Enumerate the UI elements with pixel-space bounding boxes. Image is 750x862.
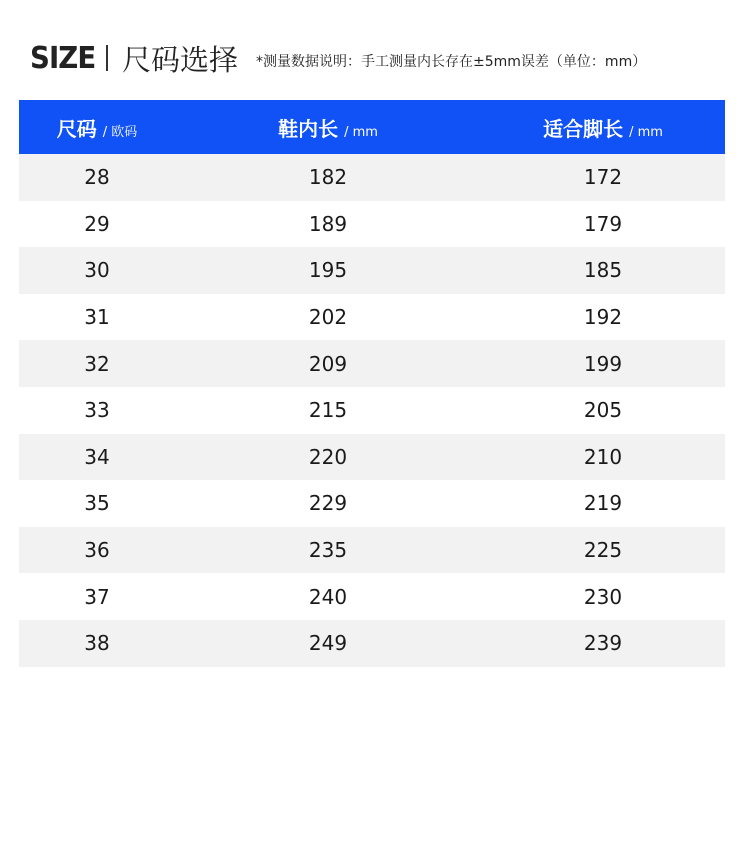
size-wordmark: SIZE (30, 40, 96, 76)
foot-length-cell: 179 (583, 211, 623, 236)
column-header-inner-length (175, 113, 481, 142)
column-header-unit: / mm (629, 124, 663, 140)
inner-length-cell: 195 (308, 258, 348, 283)
column-header-label: 鞋内长 (278, 116, 339, 141)
measurement-note: *测量数据说明：手工测量内长存在±5mm误差（单位：mm） (256, 54, 647, 70)
table-row (19, 294, 725, 341)
column-header-label: 尺码 (56, 116, 97, 141)
inner-length-cell: 202 (308, 305, 348, 330)
table-row (19, 387, 725, 434)
size-cell: 30 (84, 258, 110, 283)
table-header (19, 100, 725, 154)
page-title: 尺码选择 (122, 42, 239, 77)
table-row (19, 573, 725, 620)
foot-length-cell: 239 (583, 631, 623, 656)
inner-length-cell: 182 (308, 165, 348, 190)
size-cell: 38 (84, 631, 110, 656)
page-header (30, 36, 646, 80)
foot-length-cell: 192 (583, 305, 623, 330)
inner-length-cell: 189 (308, 211, 348, 236)
column-header-unit: / 欧码 (102, 124, 138, 140)
size-cell: 36 (84, 538, 110, 563)
column-header-unit: / mm (344, 124, 378, 140)
table-row (19, 201, 725, 248)
table-row (19, 434, 725, 481)
inner-length-cell: 220 (308, 444, 348, 469)
foot-length-cell: 199 (583, 351, 623, 376)
size-cell: 31 (84, 305, 110, 330)
size-cell: 32 (84, 351, 110, 376)
size-cell: 29 (84, 211, 110, 236)
inner-length-cell: 215 (308, 398, 348, 423)
inner-length-cell: 229 (308, 491, 348, 516)
table-row (19, 247, 725, 294)
foot-length-cell: 230 (583, 584, 623, 609)
table-body (19, 154, 725, 667)
size-cell: 34 (84, 444, 110, 469)
inner-length-cell: 240 (308, 584, 348, 609)
column-header-foot-length (481, 113, 725, 142)
size-cell: 33 (84, 398, 110, 423)
foot-length-cell: 185 (583, 258, 623, 283)
table-row (19, 527, 725, 574)
table-row (19, 480, 725, 527)
foot-length-cell: 172 (583, 165, 623, 190)
table-row (19, 340, 725, 387)
column-header-size (19, 113, 175, 142)
size-cell: 37 (84, 584, 110, 609)
inner-length-cell: 249 (308, 631, 348, 656)
column-header-label: 适合脚长 (543, 116, 624, 141)
table-row (19, 154, 725, 201)
foot-length-cell: 205 (583, 398, 623, 423)
foot-length-cell: 225 (583, 538, 623, 563)
size-table (19, 100, 725, 667)
foot-length-cell: 210 (583, 444, 623, 469)
size-cell: 35 (84, 491, 110, 516)
header-divider (106, 45, 108, 71)
inner-length-cell: 235 (308, 538, 348, 563)
size-cell: 28 (84, 165, 110, 190)
table-row (19, 620, 725, 667)
inner-length-cell: 209 (308, 351, 348, 376)
foot-length-cell: 219 (583, 491, 623, 516)
